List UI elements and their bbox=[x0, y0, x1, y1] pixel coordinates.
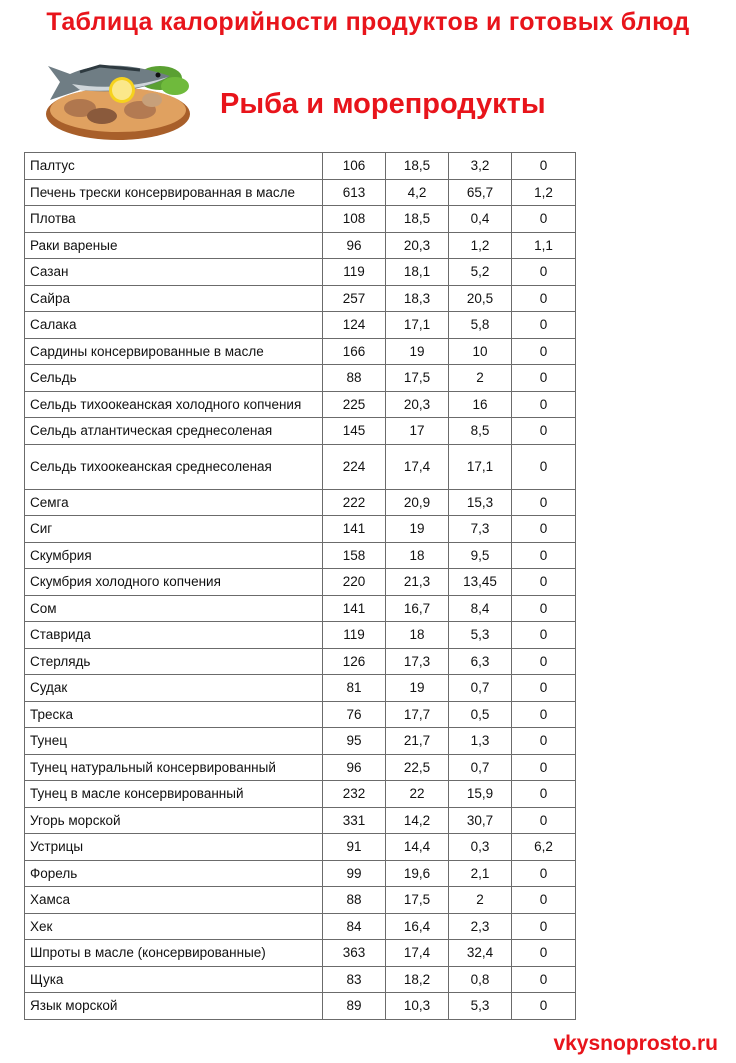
calories-cell: 88 bbox=[323, 365, 386, 392]
protein-cell: 18,2 bbox=[386, 966, 449, 993]
calories-cell: 83 bbox=[323, 966, 386, 993]
fat-cell: 2 bbox=[449, 887, 512, 914]
site-url[interactable]: vkysnoprosto.ru bbox=[553, 1032, 718, 1055]
carbs-cell: 0 bbox=[512, 940, 576, 967]
carbs-cell: 0 bbox=[512, 206, 576, 233]
protein-cell: 18,3 bbox=[386, 285, 449, 312]
table-row bbox=[25, 728, 576, 755]
food-name-cell: Сельдь атлантическая среднесоленая bbox=[25, 418, 323, 445]
fat-cell: 10 bbox=[449, 338, 512, 365]
calories-cell: 81 bbox=[323, 675, 386, 702]
fat-cell: 0,8 bbox=[449, 966, 512, 993]
food-name-cell: Ставрида bbox=[25, 622, 323, 649]
calories-cell: 331 bbox=[323, 807, 386, 834]
carbs-cell: 0 bbox=[512, 444, 576, 489]
calories-cell: 88 bbox=[323, 887, 386, 914]
carbs-cell: 0 bbox=[512, 391, 576, 418]
table-row bbox=[25, 569, 576, 596]
table-row bbox=[25, 489, 576, 516]
calories-cell: 119 bbox=[323, 622, 386, 649]
table-row bbox=[25, 595, 576, 622]
calories-cell: 119 bbox=[323, 259, 386, 286]
carbs-cell: 0 bbox=[512, 754, 576, 781]
food-name-cell: Скумбрия bbox=[25, 542, 323, 569]
fish-platter-illustration bbox=[40, 46, 200, 146]
fat-cell: 0,3 bbox=[449, 834, 512, 861]
calories-cell: 145 bbox=[323, 418, 386, 445]
table-row bbox=[25, 179, 576, 206]
table-row bbox=[25, 887, 576, 914]
protein-cell: 18,5 bbox=[386, 206, 449, 233]
carbs-cell: 0 bbox=[512, 675, 576, 702]
protein-cell: 22 bbox=[386, 781, 449, 808]
calories-cell: 166 bbox=[323, 338, 386, 365]
carbs-cell: 1,1 bbox=[512, 232, 576, 259]
fat-cell: 2,1 bbox=[449, 860, 512, 887]
section-title: Рыба и морепродукты bbox=[220, 88, 546, 120]
carbs-cell: 1,2 bbox=[512, 179, 576, 206]
calories-cell: 158 bbox=[323, 542, 386, 569]
protein-cell: 17,3 bbox=[386, 648, 449, 675]
page-title: Таблица калорийности продуктов и готовых блюд bbox=[46, 8, 690, 36]
calories-cell: 220 bbox=[323, 569, 386, 596]
carbs-cell: 0 bbox=[512, 887, 576, 914]
protein-cell: 17,7 bbox=[386, 701, 449, 728]
carbs-cell: 0 bbox=[512, 993, 576, 1020]
protein-cell: 17,5 bbox=[386, 887, 449, 914]
calories-cell: 222 bbox=[323, 489, 386, 516]
fat-cell: 5,8 bbox=[449, 312, 512, 339]
table-row bbox=[25, 391, 576, 418]
fat-cell: 32,4 bbox=[449, 940, 512, 967]
calories-cell: 91 bbox=[323, 834, 386, 861]
food-name-cell: Сельдь bbox=[25, 365, 323, 392]
protein-cell: 14,4 bbox=[386, 834, 449, 861]
carbs-cell: 0 bbox=[512, 365, 576, 392]
fat-cell: 2 bbox=[449, 365, 512, 392]
protein-cell: 19 bbox=[386, 516, 449, 543]
carbs-cell: 0 bbox=[512, 285, 576, 312]
protein-cell: 18 bbox=[386, 622, 449, 649]
calories-cell: 141 bbox=[323, 595, 386, 622]
food-name-cell: Плотва bbox=[25, 206, 323, 233]
fat-cell: 5,3 bbox=[449, 993, 512, 1020]
food-name-cell: Хамса bbox=[25, 887, 323, 914]
food-name-cell: Салака bbox=[25, 312, 323, 339]
calories-cell: 96 bbox=[323, 754, 386, 781]
protein-cell: 17,4 bbox=[386, 444, 449, 489]
table-row bbox=[25, 754, 576, 781]
protein-cell: 17,4 bbox=[386, 940, 449, 967]
calories-cell: 225 bbox=[323, 391, 386, 418]
table-row bbox=[25, 807, 576, 834]
carbs-cell: 0 bbox=[512, 966, 576, 993]
fat-cell: 20,5 bbox=[449, 285, 512, 312]
food-name-cell: Семга bbox=[25, 489, 323, 516]
table-row bbox=[25, 834, 576, 861]
table-row bbox=[25, 365, 576, 392]
food-name-cell: Судак bbox=[25, 675, 323, 702]
food-name-cell: Шпроты в масле (консервированные) bbox=[25, 940, 323, 967]
food-name-cell: Сельдь тихоокеанская холодного копчения bbox=[25, 391, 323, 418]
calories-cell: 232 bbox=[323, 781, 386, 808]
food-name-cell: Угорь морской bbox=[25, 807, 323, 834]
protein-cell: 19 bbox=[386, 338, 449, 365]
fat-cell: 15,3 bbox=[449, 489, 512, 516]
fat-cell: 30,7 bbox=[449, 807, 512, 834]
table-row bbox=[25, 622, 576, 649]
table-row bbox=[25, 516, 576, 543]
table-row bbox=[25, 285, 576, 312]
protein-cell: 20,3 bbox=[386, 232, 449, 259]
protein-cell: 16,4 bbox=[386, 913, 449, 940]
fat-cell: 0,7 bbox=[449, 675, 512, 702]
table-row bbox=[25, 312, 576, 339]
food-name-cell: Язык морской bbox=[25, 993, 323, 1020]
table-row bbox=[25, 418, 576, 445]
table-row bbox=[25, 993, 576, 1020]
protein-cell: 20,3 bbox=[386, 391, 449, 418]
table-row bbox=[25, 444, 576, 489]
food-name-cell: Хек bbox=[25, 913, 323, 940]
fat-cell: 17,1 bbox=[449, 444, 512, 489]
carbs-cell: 0 bbox=[512, 259, 576, 286]
food-name-cell: Скумбрия холодного копчения bbox=[25, 569, 323, 596]
table-row bbox=[25, 259, 576, 286]
protein-cell: 17 bbox=[386, 418, 449, 445]
food-name-cell: Стерлядь bbox=[25, 648, 323, 675]
protein-cell: 20,9 bbox=[386, 489, 449, 516]
protein-cell: 21,3 bbox=[386, 569, 449, 596]
food-name-cell: Тунец в масле консервированный bbox=[25, 781, 323, 808]
calories-cell: 363 bbox=[323, 940, 386, 967]
carbs-cell: 0 bbox=[512, 648, 576, 675]
carbs-cell: 6,2 bbox=[512, 834, 576, 861]
protein-cell: 22,5 bbox=[386, 754, 449, 781]
fat-cell: 8,4 bbox=[449, 595, 512, 622]
protein-cell: 18,5 bbox=[386, 153, 449, 180]
carbs-cell: 0 bbox=[512, 153, 576, 180]
table-row bbox=[25, 542, 576, 569]
table-row bbox=[25, 913, 576, 940]
food-name-cell: Щука bbox=[25, 966, 323, 993]
calories-cell: 141 bbox=[323, 516, 386, 543]
protein-cell: 16,7 bbox=[386, 595, 449, 622]
fat-cell: 5,2 bbox=[449, 259, 512, 286]
calories-cell: 126 bbox=[323, 648, 386, 675]
protein-cell: 19,6 bbox=[386, 860, 449, 887]
calories-cell: 124 bbox=[323, 312, 386, 339]
protein-cell: 18,1 bbox=[386, 259, 449, 286]
calories-cell: 89 bbox=[323, 993, 386, 1020]
protein-cell: 19 bbox=[386, 675, 449, 702]
table-row bbox=[25, 675, 576, 702]
fat-cell: 65,7 bbox=[449, 179, 512, 206]
fat-cell: 13,45 bbox=[449, 569, 512, 596]
fat-cell: 16 bbox=[449, 391, 512, 418]
calories-cell: 95 bbox=[323, 728, 386, 755]
table-row bbox=[25, 860, 576, 887]
table-row bbox=[25, 966, 576, 993]
carbs-cell: 0 bbox=[512, 569, 576, 596]
carbs-cell: 0 bbox=[512, 312, 576, 339]
food-name-cell: Сиг bbox=[25, 516, 323, 543]
carbs-cell: 0 bbox=[512, 781, 576, 808]
food-name-cell: Сом bbox=[25, 595, 323, 622]
protein-cell: 17,5 bbox=[386, 365, 449, 392]
fat-cell: 0,4 bbox=[449, 206, 512, 233]
calories-cell: 99 bbox=[323, 860, 386, 887]
fat-cell: 3,2 bbox=[449, 153, 512, 180]
calories-cell: 257 bbox=[323, 285, 386, 312]
calories-cell: 613 bbox=[323, 179, 386, 206]
carbs-cell: 0 bbox=[512, 542, 576, 569]
fat-cell: 0,7 bbox=[449, 754, 512, 781]
carbs-cell: 0 bbox=[512, 418, 576, 445]
carbs-cell: 0 bbox=[512, 807, 576, 834]
calorie-table bbox=[24, 152, 576, 1020]
fat-cell: 0,5 bbox=[449, 701, 512, 728]
food-name-cell: Тунец bbox=[25, 728, 323, 755]
fat-cell: 2,3 bbox=[449, 913, 512, 940]
table-row bbox=[25, 648, 576, 675]
food-name-cell: Сазан bbox=[25, 259, 323, 286]
fat-cell: 8,5 bbox=[449, 418, 512, 445]
calories-cell: 224 bbox=[323, 444, 386, 489]
calories-cell: 84 bbox=[323, 913, 386, 940]
carbs-cell: 0 bbox=[512, 489, 576, 516]
fat-cell: 1,3 bbox=[449, 728, 512, 755]
table-row bbox=[25, 781, 576, 808]
carbs-cell: 0 bbox=[512, 913, 576, 940]
calories-cell: 76 bbox=[323, 701, 386, 728]
fat-cell: 1,2 bbox=[449, 232, 512, 259]
food-name-cell: Раки вареные bbox=[25, 232, 323, 259]
protein-cell: 14,2 bbox=[386, 807, 449, 834]
table-row bbox=[25, 940, 576, 967]
protein-cell: 21,7 bbox=[386, 728, 449, 755]
carbs-cell: 0 bbox=[512, 595, 576, 622]
carbs-cell: 0 bbox=[512, 516, 576, 543]
table-row bbox=[25, 232, 576, 259]
food-name-cell: Форель bbox=[25, 860, 323, 887]
carbs-cell: 0 bbox=[512, 622, 576, 649]
calories-cell: 106 bbox=[323, 153, 386, 180]
food-name-cell: Устрицы bbox=[25, 834, 323, 861]
carbs-cell: 0 bbox=[512, 338, 576, 365]
fat-cell: 5,3 bbox=[449, 622, 512, 649]
fat-cell: 15,9 bbox=[449, 781, 512, 808]
calories-cell: 108 bbox=[323, 206, 386, 233]
food-name-cell: Печень трески консервированная в масле bbox=[25, 179, 323, 206]
protein-cell: 4,2 bbox=[386, 179, 449, 206]
table-row bbox=[25, 701, 576, 728]
protein-cell: 17,1 bbox=[386, 312, 449, 339]
fat-cell: 6,3 bbox=[449, 648, 512, 675]
carbs-cell: 0 bbox=[512, 728, 576, 755]
food-name-cell: Тунец натуральный консервированный bbox=[25, 754, 323, 781]
table-row bbox=[25, 206, 576, 233]
table-row bbox=[25, 153, 576, 180]
table-row bbox=[25, 338, 576, 365]
food-name-cell: Сайра bbox=[25, 285, 323, 312]
carbs-cell: 0 bbox=[512, 701, 576, 728]
food-name-cell: Сельдь тихоокеанская среднесоленая bbox=[25, 444, 323, 489]
food-name-cell: Палтус bbox=[25, 153, 323, 180]
food-name-cell: Сардины консервированные в масле bbox=[25, 338, 323, 365]
fat-cell: 7,3 bbox=[449, 516, 512, 543]
food-name-cell: Треска bbox=[25, 701, 323, 728]
calories-cell: 96 bbox=[323, 232, 386, 259]
fat-cell: 9,5 bbox=[449, 542, 512, 569]
protein-cell: 18 bbox=[386, 542, 449, 569]
protein-cell: 10,3 bbox=[386, 993, 449, 1020]
carbs-cell: 0 bbox=[512, 860, 576, 887]
